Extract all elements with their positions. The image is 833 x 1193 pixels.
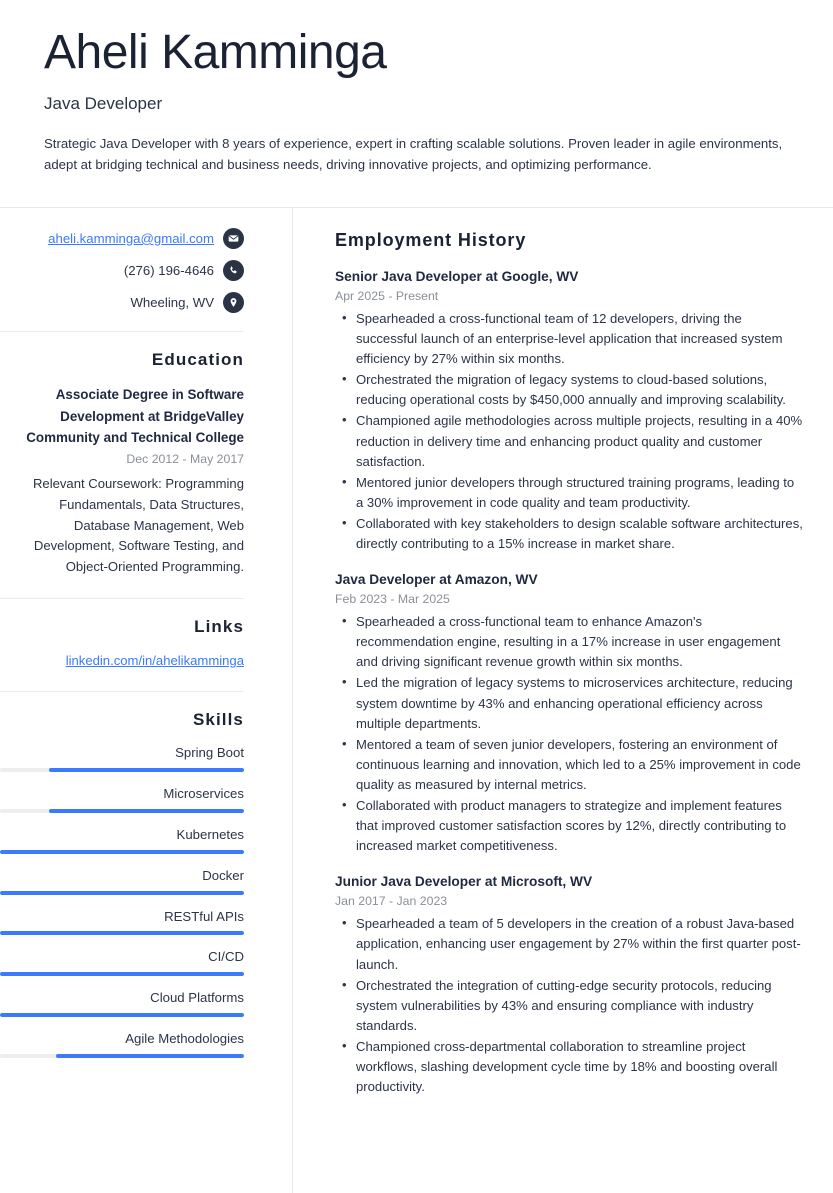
email-text[interactable]: aheli.kamminga@gmail.com bbox=[48, 230, 214, 246]
skill-progress-track bbox=[0, 1013, 244, 1017]
skill-item bbox=[0, 785, 244, 813]
main-column bbox=[293, 208, 833, 1193]
skill-progress-fill bbox=[0, 931, 244, 935]
job-bullet: • Mentored a team of seven junior developers, fostering an environment of continuous learning and innovation, which led to a 25% improvement in code quality as measured by internal metrics. bbox=[354, 735, 803, 795]
resume-body bbox=[0, 208, 833, 1193]
job-role: Senior Java Developer at Google, WV bbox=[335, 268, 579, 284]
links-heading: Links bbox=[194, 616, 244, 636]
skill-progress-track bbox=[0, 931, 244, 935]
job-date: Jan 2017 - Jan 2023 bbox=[335, 894, 448, 909]
skill-progress-fill bbox=[0, 891, 244, 895]
job-role: Junior Java Developer at Microsoft, WV bbox=[335, 873, 593, 889]
resume-header bbox=[0, 0, 833, 191]
skill-item bbox=[0, 744, 244, 772]
job-bullet: • Championed agile methodologies across multiple projects, resulting in a 40% reduction in delivery time and enhancing product quality and customer satisfaction. bbox=[354, 411, 803, 471]
job-date: Feb 2023 - Mar 2025 bbox=[335, 592, 450, 607]
education-degree: Associate Degree in Software Development at BridgeValley Community and Technical College bbox=[26, 387, 244, 445]
skill-label: Docker bbox=[202, 867, 244, 883]
job-bullet: • Spearheaded a team of 5 developers in the creation of a robust Java-based application, enhancing user engagement by 27% within the first quarter post-launch. bbox=[354, 914, 803, 974]
job-bullet: • Championed cross-departmental collaboration to streamline project workflows, slashing development cycle time by 18% and boosting overall productivity. bbox=[354, 1037, 803, 1097]
contact-item-location bbox=[0, 292, 244, 313]
job-bullets bbox=[335, 309, 803, 553]
skill-progress-fill bbox=[56, 1054, 244, 1058]
job-bullet: • Collaborated with key stakeholders to design scalable software architectures, directly contributing to a 15% increase in market share. bbox=[354, 514, 803, 554]
skill-progress-track bbox=[0, 809, 244, 813]
job-role: Java Developer at Amazon, WV bbox=[335, 571, 538, 587]
phone-icon bbox=[223, 260, 244, 281]
job-bullet: • Led the migration of legacy systems to microservices architecture, reducing system downtime by 43% and enhancing operational efficiency across multiple departments. bbox=[354, 673, 803, 733]
skill-item bbox=[0, 989, 244, 1017]
job-bullet: • Spearheaded a cross-functional team to enhance Amazon's recommendation engine, resulting in a 17% increase in user engagement and driving significant revenue growth within six months. bbox=[354, 612, 803, 672]
link-item-linkedin[interactable]: linkedin.com/in/ahelikamminga bbox=[65, 653, 244, 669]
location-text: Wheeling, WV bbox=[130, 294, 214, 310]
skill-progress-track bbox=[0, 850, 244, 854]
employment-history-heading: Employment History bbox=[335, 230, 527, 251]
phone-text: (276) 196-4646 bbox=[123, 262, 214, 278]
skill-label: CI/CD bbox=[208, 949, 244, 965]
job-entry bbox=[335, 873, 803, 1097]
job-bullet: • Mentored junior developers through structured training programs, leading to a 30% improvement in code quality and team productivity. bbox=[354, 473, 803, 513]
skill-progress-fill bbox=[0, 850, 244, 854]
skills-section bbox=[0, 692, 244, 1078]
skill-item bbox=[0, 826, 244, 854]
professional-summary: Strategic Java Developer with 8 years of experience, expert in crafting scalable solutions. Proven leader in agile environments, adept at bridging technical and business needs, driving innovative projects, and optimizing performance. bbox=[44, 136, 783, 172]
job-bullets bbox=[335, 612, 803, 855]
job-bullet: • Spearheaded a cross-functional team of 12 developers, driving the successful launch of an enterprise-level application that increased system efficiency by 27% within six months. bbox=[354, 309, 803, 369]
skill-label: Kubernetes bbox=[176, 826, 244, 842]
skill-progress-fill bbox=[49, 768, 244, 772]
skill-label: Agile Methodologies bbox=[125, 1030, 244, 1046]
skill-progress-fill bbox=[0, 972, 244, 976]
contact-section bbox=[0, 208, 244, 332]
job-bullets bbox=[335, 914, 803, 1096]
links-section bbox=[0, 599, 244, 692]
job-entry bbox=[335, 268, 803, 554]
skill-label: Spring Boot bbox=[175, 745, 244, 761]
envelope-icon bbox=[223, 228, 244, 249]
job-entry bbox=[335, 571, 803, 856]
skill-progress-track bbox=[0, 768, 244, 772]
education-section bbox=[0, 332, 244, 599]
job-bullet: • Orchestrated the integration of cutting-edge security protocols, reducing system vulnerabilities by 43% and ensuring compliance with industry standards. bbox=[354, 976, 803, 1036]
candidate-name: Aheli Kamminga bbox=[44, 26, 387, 79]
contact-item-email[interactable] bbox=[0, 228, 244, 249]
skill-item bbox=[0, 948, 244, 976]
skill-item bbox=[0, 867, 244, 895]
job-date: Apr 2025 - Present bbox=[335, 289, 439, 304]
candidate-job-title: Java Developer bbox=[44, 93, 163, 113]
skill-label: Microservices bbox=[163, 786, 244, 802]
skill-label: RESTful APIs bbox=[164, 908, 244, 924]
skill-label: Cloud Platforms bbox=[150, 990, 244, 1006]
job-bullet: • Collaborated with product managers to strategize and implement features that improved customer satisfaction scores by 12%, directly contributing to increased market competitiveness. bbox=[354, 796, 803, 856]
sidebar bbox=[0, 208, 293, 1193]
skill-progress-track bbox=[0, 891, 244, 895]
contact-item-phone bbox=[0, 260, 244, 281]
skill-progress-track bbox=[0, 972, 244, 976]
skill-progress-track bbox=[0, 1054, 244, 1058]
education-heading: Education bbox=[151, 350, 244, 370]
location-pin-icon bbox=[223, 292, 244, 313]
skill-item bbox=[0, 908, 244, 936]
skill-progress-fill bbox=[49, 809, 244, 813]
education-description: Relevant Coursework: Programming Fundamentals, Data Structures, Database Management, Web Development, Software Testing, and Object-Oriented Programming. bbox=[32, 476, 244, 575]
job-bullet: • Orchestrated the migration of legacy systems to cloud-based solutions, reducing operational costs by $450,000 annually and improving scalability. bbox=[354, 370, 803, 410]
skill-item bbox=[0, 1030, 244, 1058]
skill-progress-fill bbox=[0, 1013, 244, 1017]
education-date: Dec 2012 - May 2017 bbox=[126, 451, 244, 466]
skills-heading: Skills bbox=[192, 709, 244, 729]
